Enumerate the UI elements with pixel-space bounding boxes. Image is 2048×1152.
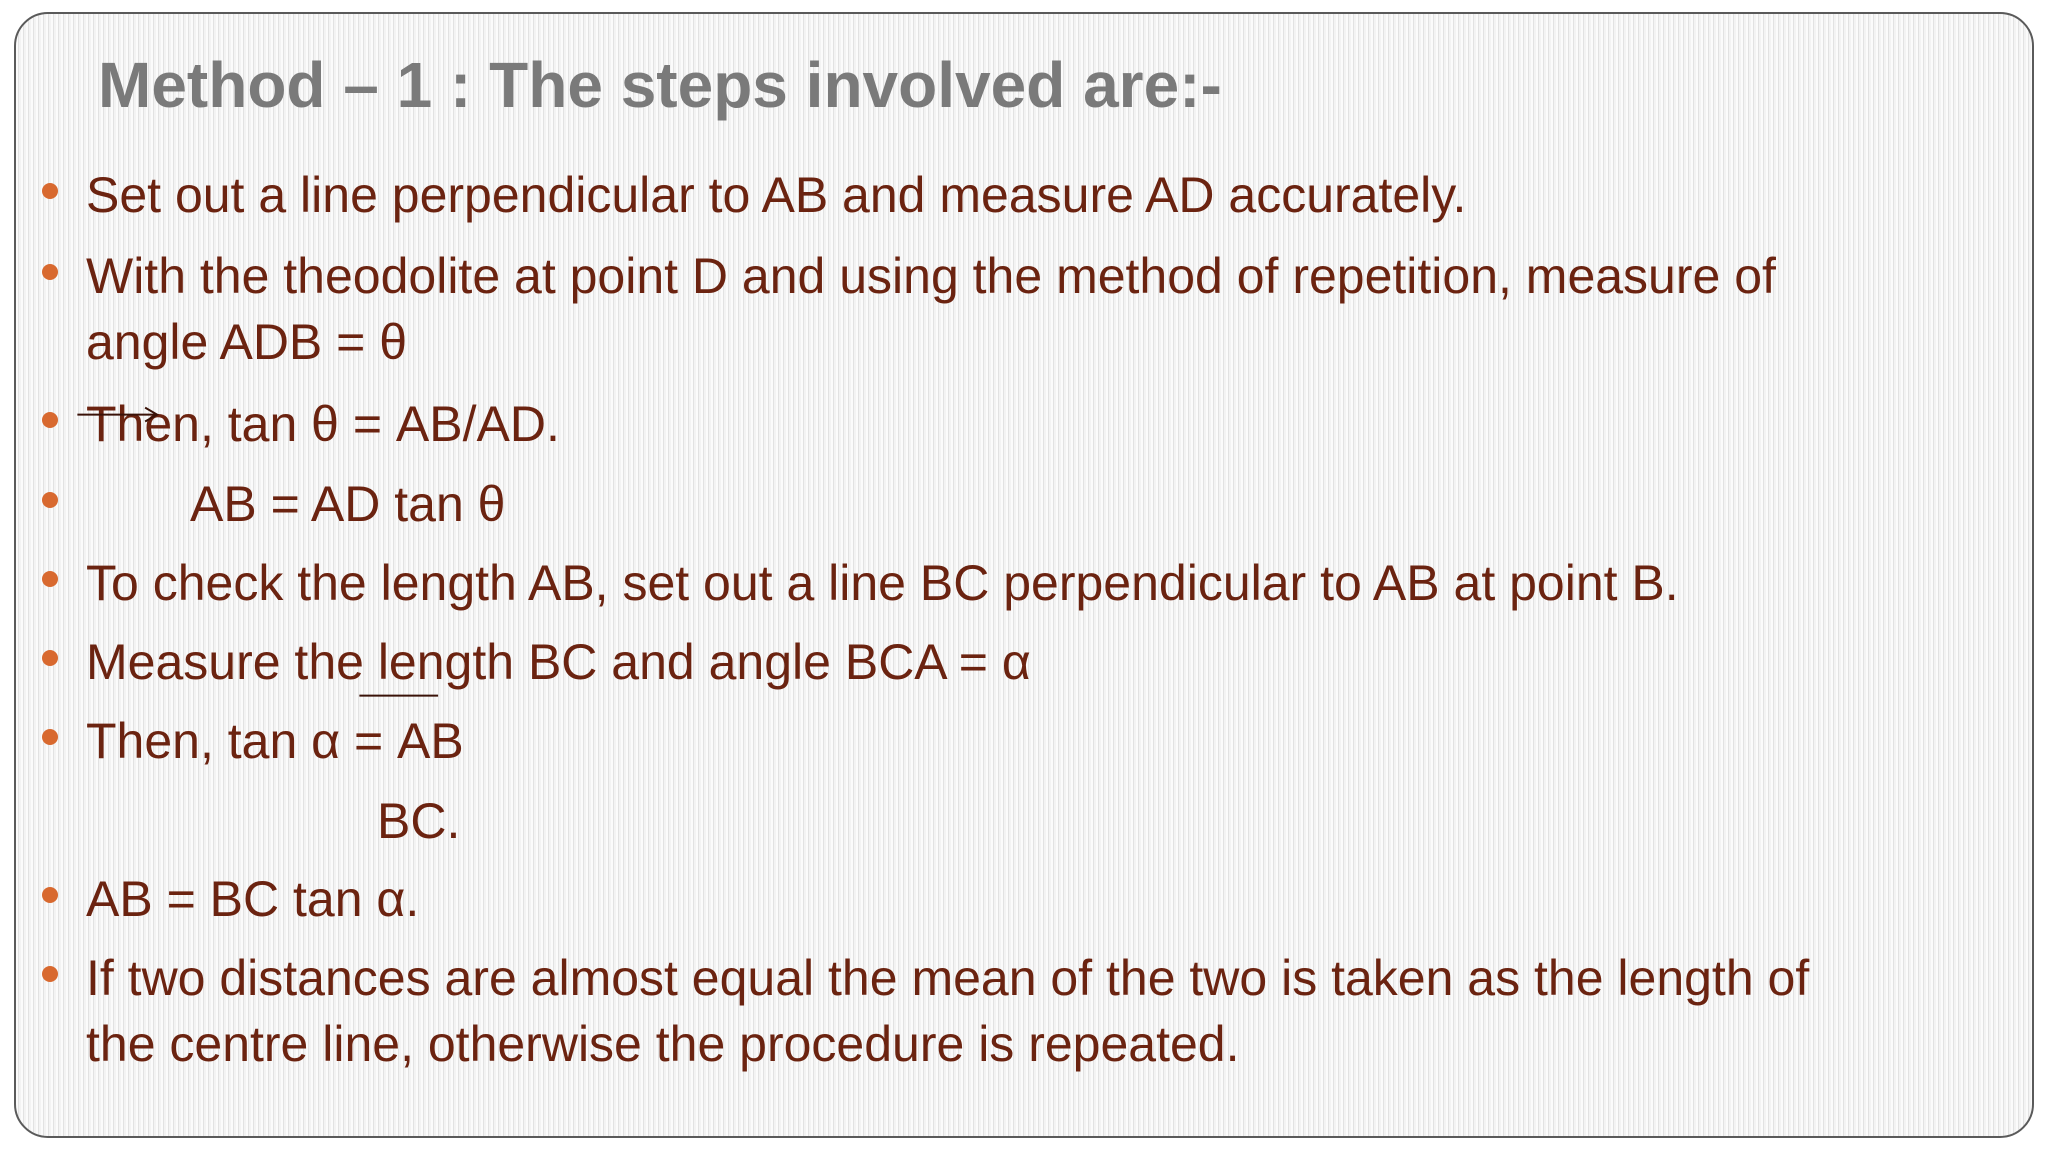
bullet-dot bbox=[42, 264, 58, 280]
bullet-dot bbox=[42, 571, 58, 587]
slide-frame bbox=[14, 12, 2034, 1138]
bullet-dot bbox=[42, 492, 58, 508]
slide-title: Method – 1 : The steps involved are:- bbox=[98, 49, 1222, 121]
bullet-dot bbox=[42, 887, 58, 903]
bullet-text: AB = BC tan α. bbox=[86, 871, 420, 927]
bullet-dot bbox=[42, 650, 58, 666]
bullet-list bbox=[16, 14, 2032, 1136]
bullet-text: To check the length AB, set out a line BC perpendicular to AB at point B. bbox=[86, 555, 1679, 611]
bullet-dot bbox=[42, 729, 58, 745]
bullet-text-continued: angle ADB = θ bbox=[86, 314, 408, 370]
fraction-denominator: BC. bbox=[377, 793, 461, 849]
bullet-text: With the theodolite at point D and using the method of repetition, measure of bbox=[86, 248, 1776, 304]
bullet-text: Then, tan θ = AB/AD. bbox=[86, 396, 560, 452]
bullet-text: AB = AD tan θ bbox=[190, 476, 506, 532]
bullet-text: Set out a line perpendicular to AB and measure AD accurately. bbox=[86, 167, 1467, 223]
bullet-text: Then, tan α = AB bbox=[86, 713, 464, 769]
bullet-text-continued: the centre line, otherwise the procedure is repeated. bbox=[86, 1016, 1240, 1072]
bullet-dot bbox=[42, 412, 58, 428]
bullet-dot bbox=[42, 966, 58, 982]
bullet-text: Measure the length BC and angle BCA = α bbox=[86, 634, 1031, 690]
bullet-dot bbox=[42, 183, 58, 199]
bullet-text: If two distances are almost equal the mean of the two is taken as the length of bbox=[86, 950, 1810, 1006]
